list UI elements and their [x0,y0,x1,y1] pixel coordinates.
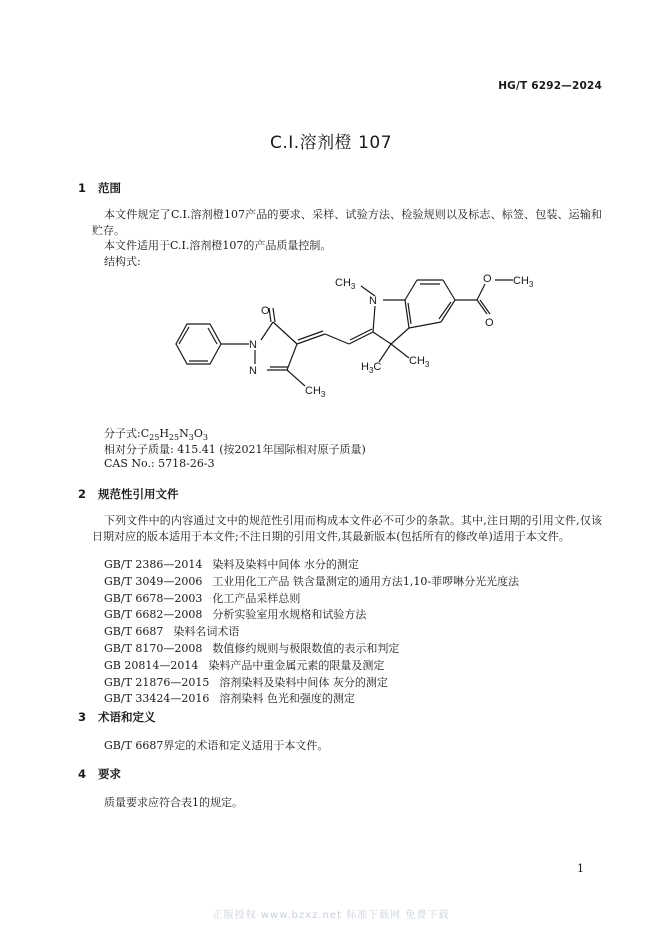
reference-item: GB/T 3049—2006 工业用化工产品 铁含量测定的通用方法1,10-菲啰啉分光光度法 [104,574,520,588]
cas-number: CAS No.: 5718-26-3 [104,457,215,470]
requirements-paragraph: 质量要求应符合表1的规定。 [104,796,243,809]
atom-ch3-ester: $CH_3$ [513,275,534,289]
section-1-heading [78,180,121,196]
scope-paragraph-1: 本文件规定了C.I.溶剂橙107产品的要求、采样、试验方法、检验规则以及标志、标签、包装、运输和贮存。 [92,208,602,237]
standard-code: HG/T 6292—2024 [498,80,602,92]
atom-n2: N [249,365,257,377]
reference-item: GB/T 6682—2008 分析实验室用水规格和试验方法 [104,608,367,622]
reference-item: GB/T 2386—2014 染料及染料中间体 水分的测定 [104,558,359,571]
section-3-heading [78,709,156,725]
atom-gem-methyl-1: $CH_3$ [409,355,430,369]
atom-gem-methyl-2: $H_3C$ [361,361,382,375]
reference-item: GB/T 6687 染料名词术语 [104,625,240,639]
atom-n-methyl: $CH_3$ [335,277,356,291]
section-number: 3 [78,710,87,724]
atom-o-pyrazolone: O [261,305,270,317]
atom-ch3-pyrazolone: $CH_3$ [305,385,326,399]
atom-n1: N [249,339,257,351]
reference-item: GB/T 21876—2015 溶剂染料及染料中间体 灰分的测定 [104,675,388,689]
chemical-structure [165,272,545,406]
section-title: 范围 [98,181,121,195]
reference-list [104,556,519,707]
reference-item: GB/T 6678—2003 化工产品采样总则 [104,591,301,605]
section-4-heading [78,766,121,782]
structure-label: 结构式: [104,255,141,268]
normative-refs-paragraph: 下列文件中的内容通过文中的规范性引用而构成本文件必不可少的条款。其中,注日期的引用文件,仅该日期对应的版本适用于本文件;不注日期的引用文件,其最新版本(包括所有的修改单)适用于本文件。 [92,514,602,543]
terms-paragraph: GB/T 6687界定的术语和定义适用于本文件。 [104,739,329,752]
atom-o-carbonyl: O [485,317,494,329]
section-2-heading [78,486,179,502]
reference-item: GB/T 8170—2008 数值修约规则与极限数值的表示和判定 [104,641,400,655]
molecular-formula: 分子式$:C_{25}H_{25}N_3O_3$ [104,427,208,443]
phenyl-ring [176,324,221,364]
structure-diagram [165,272,545,402]
relative-molecular-mass: 相对分子质量: 415.41 (按2021年国际相对原子质量) [104,443,366,456]
watermark: 正版授权 www.bzxz.net 标准下载网 免费下载 [212,910,450,921]
formula-label: 分子式: [104,427,141,440]
atom-o-ester: O [483,273,492,285]
document-title: C.I.溶剂橙 107 [269,133,393,153]
section-title: 规范性引用文件 [98,487,179,501]
section-title: 要求 [98,767,121,781]
scope-paragraph-2: 本文件适用于C.I.溶剂橙107的产品质量控制。 [104,239,332,252]
section-title: 术语和定义 [98,710,156,724]
reference-item: GB/T 33424—2016 溶剂染料 色光和强度的测定 [104,692,355,706]
section-number: 2 [78,487,87,501]
section-number: 1 [78,181,87,195]
reference-item: GB 20814—2014 染料产品中重金属元素的限量及测定 [104,658,385,672]
atom-n-indole: N [369,295,377,307]
section-number: 4 [78,767,87,781]
page-number: 1 [577,862,584,875]
